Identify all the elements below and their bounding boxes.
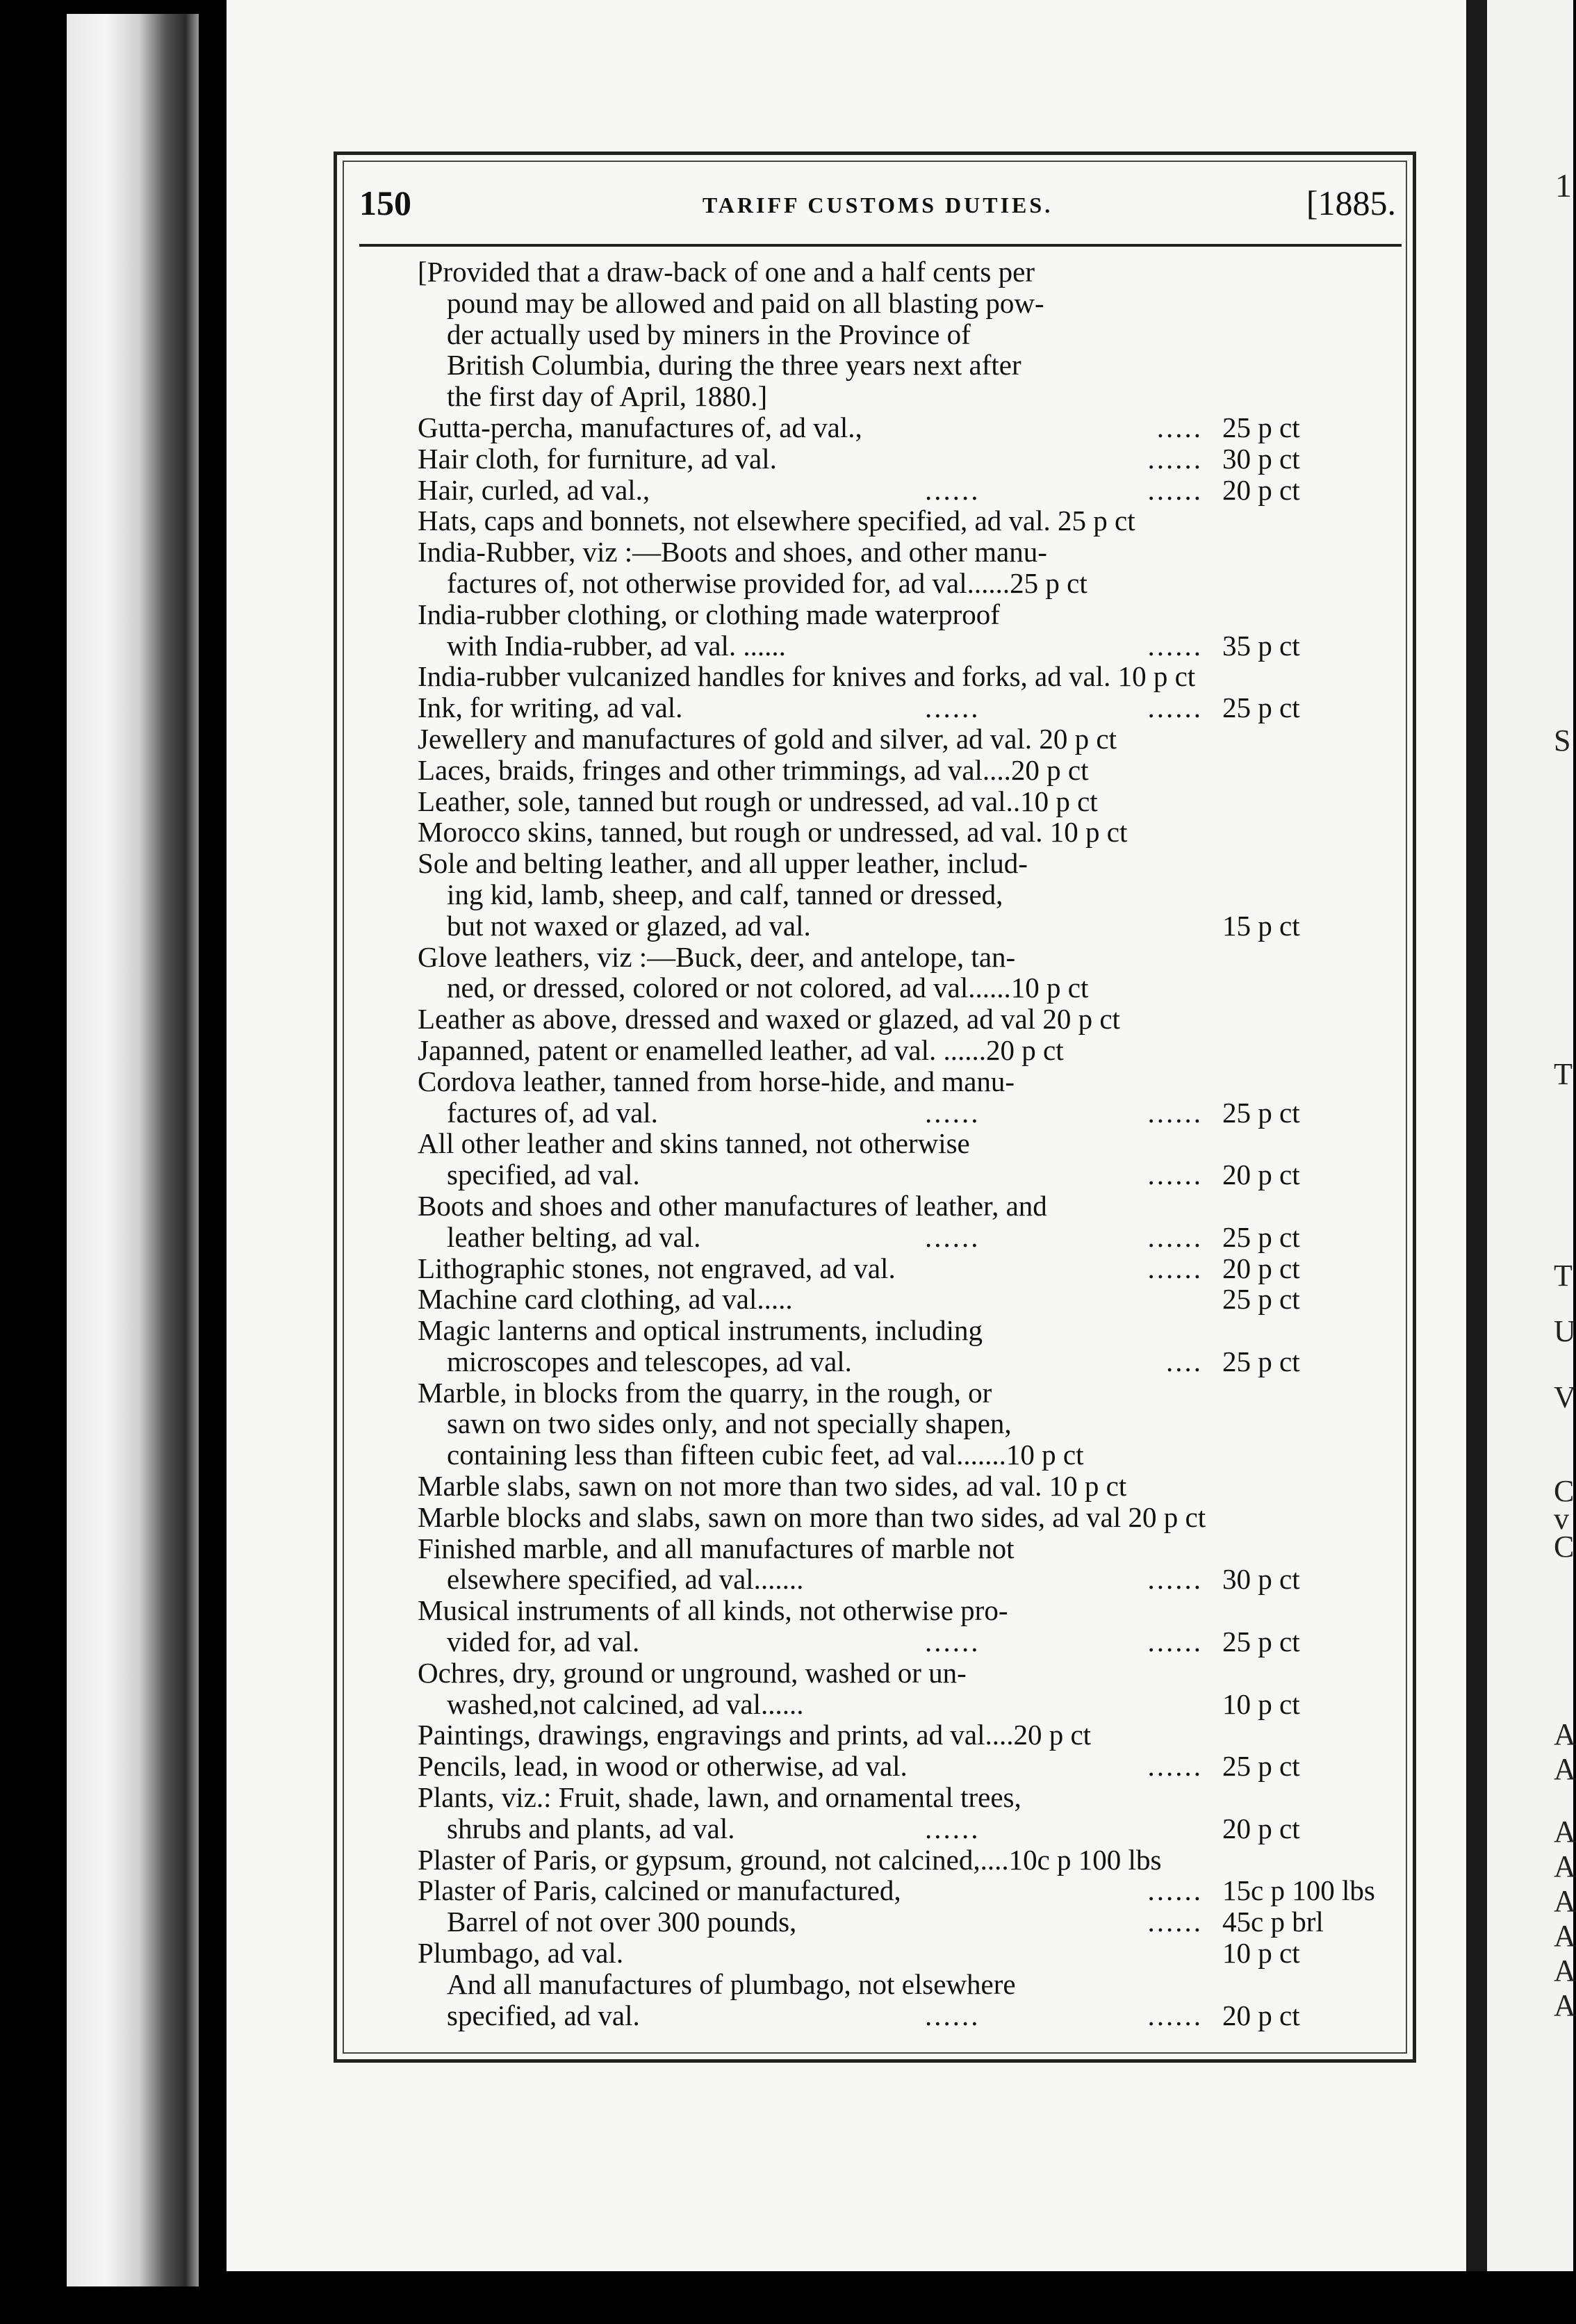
tariff-line-text: but not waxed or glazed, ad val. (447, 909, 811, 942)
leader-dots: ...... (1147, 473, 1203, 506)
tariff-line-text: elsewhere specified, ad val....... (447, 1563, 804, 1596)
tariff-line-text: Plaster of Paris, or gypsum, ground, not calcined,....10c p 100 lbs (418, 1843, 1162, 1876)
tariff-line-text: Magic lanterns and optical instruments, including (418, 1314, 983, 1347)
tariff-line-text: ing kid, lamb, sheep, and calf, tanned or dressed, (447, 878, 1003, 910)
tariff-line-text: factures of, ad val. (447, 1096, 658, 1129)
tariff-line-text: India-Rubber, viz :—Boots and shoes, and other manu- (418, 536, 1047, 568)
leader-dots: ...... (925, 1220, 980, 1253)
tariff-line-text: Plaster of Paris, calcined or manufactured, (418, 1874, 901, 1907)
adjacent-margin-letter: A (1554, 1815, 1576, 1849)
adjacent-margin-letter: S (1554, 723, 1571, 758)
page-number: 150 (359, 183, 411, 222)
adjacent-margin-letter: C (1554, 1474, 1575, 1508)
tariff-line (418, 1875, 1390, 1906)
tariff-line (418, 537, 1390, 568)
tariff-line (418, 505, 1390, 537)
duty-rate: 25 p ct (1222, 1750, 1300, 1783)
tariff-line-text: Ochres, dry, ground or unground, washed or un- (418, 1656, 967, 1689)
tariff-line-text: Leather, sole, tanned but rough or undressed, ad val..10 p ct (418, 785, 1098, 817)
leader-dots: ...... (1147, 1096, 1203, 1129)
tariff-line (418, 1377, 1390, 1409)
header-year: [1885. (1306, 183, 1396, 222)
tariff-line (418, 256, 1390, 288)
tariff-line (418, 1346, 1390, 1377)
adjacent-margin-letter: A (1554, 1919, 1576, 1953)
tariff-line (418, 1813, 1390, 1844)
adjacent-margin-letter: T (1554, 1057, 1573, 1091)
leader-dots: ...... (1147, 692, 1203, 724)
tariff-line (418, 1938, 1390, 1969)
tariff-line (418, 1004, 1390, 1035)
tariff-line-text: Marble blocks and slabs, sawn on more than two sides, ad val 20 p ct (418, 1500, 1206, 1533)
tariff-line-text: Boots and shoes and other manufactures of leather, and (418, 1189, 1047, 1222)
duty-rate: 25 p ct (1222, 1220, 1300, 1253)
tariff-line-text: Japanned, patent or enamelled leather, ad val. ......20 p ct (418, 1033, 1064, 1066)
tariff-line-text: Hats, caps and bonnets, not elsewhere specified, ad val. 25 p ct (418, 505, 1135, 537)
tariff-line-text: Leather as above, dressed and waxed or glazed, ad val 20 p ct (418, 1003, 1120, 1036)
tariff-line-text: India-rubber clothing, or clothing made waterproof (418, 598, 1000, 630)
page-header (359, 183, 1396, 238)
leader-dots: ...... (1147, 1874, 1203, 1907)
tariff-line-text: All other leather and skins tanned, not otherwise (418, 1127, 970, 1160)
tariff-line-text: Plants, viz.: Fruit, shade, lawn, and ornamental trees, (418, 1781, 1021, 1814)
tariff-line-text: And all manufactures of plumbago, not elsewhere (447, 1967, 1016, 2000)
duty-rate: 25 p ct (1222, 1283, 1300, 1316)
duty-rate: 25 p ct (1222, 692, 1300, 724)
duty-rate: 10 p ct (1222, 1687, 1300, 1720)
adjacent-margin-letter: V (1554, 1380, 1576, 1414)
leader-dots: ...... (925, 1096, 980, 1129)
leader-dots: ...... (1147, 1750, 1203, 1783)
leader-dots: ...... (925, 692, 980, 724)
tariff-line (418, 1035, 1390, 1066)
adjacent-margin-letter: U (1554, 1314, 1576, 1348)
tariff-line-text: [Provided that a draw-back of one and a half cents per (418, 256, 1035, 288)
tariff-line-text: shrubs and plants, ad val. (447, 1812, 735, 1844)
duty-rate: 20 p ct (1222, 1812, 1300, 1844)
tariff-line-text: pound may be allowed and paid on all blasting pow- (447, 286, 1044, 319)
tariff-line-text: der actually used by miners in the Province of (447, 318, 971, 350)
duty-rate: 30 p ct (1222, 1563, 1300, 1596)
tariff-line (418, 661, 1390, 692)
tariff-line (418, 1844, 1390, 1876)
tariff-line (418, 972, 1390, 1004)
tariff-line (418, 1159, 1390, 1190)
tariff-line (418, 381, 1390, 412)
tariff-line-text: Machine card clothing, ad val..... (418, 1283, 793, 1316)
tariff-line-text: Paintings, drawings, engravings and prints, ad val....20 p ct (418, 1719, 1092, 1751)
tariff-line (418, 1222, 1390, 1253)
tariff-line-text: India-rubber vulcanized handles for knives and forks, ad val. 10 p ct (418, 660, 1196, 693)
tariff-line (418, 1751, 1390, 1782)
tariff-line-text: containing less than fifteen cubic feet, ad val.......10 p ct (447, 1439, 1084, 1471)
tariff-line (418, 630, 1390, 662)
tariff-line (418, 1066, 1390, 1097)
tariff-line (418, 1439, 1390, 1471)
leader-dots: ...... (925, 1999, 980, 2031)
duty-rate: 20 p ct (1222, 1252, 1300, 1284)
leader-dots: ...... (1147, 629, 1203, 662)
tariff-entries (418, 256, 1390, 2031)
tariff-line (418, 1969, 1390, 2000)
tariff-line-text: Hair, curled, ad val., (418, 473, 650, 506)
leader-dots: ...... (1147, 1563, 1203, 1596)
tariff-line (418, 1719, 1390, 1751)
tariff-line (418, 1284, 1390, 1315)
tariff-line (418, 412, 1390, 443)
tariff-line (418, 1408, 1390, 1439)
header-rule (359, 244, 1402, 247)
tariff-line-text: vided for, ad val. (447, 1626, 640, 1658)
tariff-line-text: microscopes and telescopes, ad val. (447, 1345, 852, 1377)
adjacent-margin-letter: A (1554, 1988, 1576, 2022)
tariff-line (418, 1097, 1390, 1129)
duty-rate: 10 p ct (1222, 1937, 1300, 1970)
tariff-line-text: specified, ad val. (447, 1999, 640, 2031)
tariff-line-text: with India-rubber, ad val. ...... (447, 629, 786, 662)
tariff-line-text: Marble, in blocks from the quarry, in the rough, or (418, 1376, 992, 1409)
tariff-line-text: sawn on two sides only, and not specially shapen, (447, 1407, 1012, 1440)
tariff-line-text: the first day of April, 1880.] (447, 380, 768, 413)
leader-dots: ...... (925, 1626, 980, 1658)
duty-rate: 25 p ct (1222, 1345, 1300, 1377)
tariff-line (418, 1658, 1390, 1689)
adjacent-margin-letter: C (1554, 1530, 1575, 1564)
duty-rate: 30 p ct (1222, 442, 1300, 475)
book-spine-edge (67, 14, 199, 2286)
tariff-line (418, 1595, 1390, 1626)
tariff-line-text: Gutta-percha, manufactures of, ad val., (418, 411, 862, 443)
adjacent-page-number-fragment: 1 (1555, 167, 1572, 204)
tariff-line-text: Ink, for writing, ad val. (418, 692, 683, 724)
leader-dots: ...... (1147, 1159, 1203, 1191)
tariff-line-text: Lithographic stones, not engraved, ad val. (418, 1252, 896, 1284)
duty-rate: 20 p ct (1222, 1999, 1300, 2031)
duty-rate: 15c p 100 lbs (1222, 1874, 1375, 1907)
tariff-line-text: Jewellery and manufactures of gold and silver, ad val. 20 p ct (418, 722, 1117, 755)
tariff-line-text: Morocco skins, tanned, but rough or undressed, ad val. 10 p ct (418, 816, 1128, 849)
duty-rate: 25 p ct (1222, 1096, 1300, 1129)
tariff-line (418, 1190, 1390, 1222)
tariff-line-text: British Columbia, during the three years next after (447, 349, 1021, 382)
duty-rate: 45c p brl (1222, 1906, 1324, 1938)
tariff-line (418, 475, 1390, 506)
page-gutter (1466, 0, 1487, 2271)
leader-dots: .... (1166, 1345, 1203, 1377)
leader-dots: ..... (1156, 411, 1203, 443)
tariff-line (418, 1564, 1390, 1595)
tariff-line (418, 1471, 1390, 1502)
duty-rate: 35 p ct (1222, 629, 1300, 662)
leader-dots: ...... (925, 1812, 980, 1844)
leader-dots: ...... (925, 473, 980, 506)
tariff-line (418, 568, 1390, 599)
tariff-line-text: Hair cloth, for furniture, ad val. (418, 442, 777, 475)
adjacent-margin-letter: A (1554, 1954, 1576, 1988)
tariff-line (418, 1253, 1390, 1284)
tariff-line (418, 817, 1390, 848)
tariff-line-text: Musical instruments of all kinds, not otherwise pro- (418, 1594, 1008, 1627)
tariff-line (418, 319, 1390, 350)
leader-dots: ...... (1147, 1220, 1203, 1253)
tariff-line (418, 1502, 1390, 1533)
tariff-line-text: Laces, braids, fringes and other trimmings, ad val....20 p ct (418, 753, 1089, 786)
tariff-line-text: Plumbago, ad val. (418, 1937, 624, 1970)
tariff-line (418, 879, 1390, 910)
adjacent-margin-letter: A (1554, 1849, 1576, 1883)
leader-dots: ...... (1147, 1906, 1203, 1938)
adjacent-margin-letter: v (1554, 1502, 1569, 1536)
page-frame (334, 152, 1416, 2063)
duty-rate: 25 p ct (1222, 411, 1300, 443)
tariff-line (418, 755, 1390, 786)
duty-rate: 25 p ct (1222, 1626, 1300, 1658)
duty-rate: 15 p ct (1222, 909, 1300, 942)
tariff-line-text: Pencils, lead, in wood or otherwise, ad val. (418, 1750, 908, 1783)
tariff-line-text: Barrel of not over 300 pounds, (447, 1906, 797, 1938)
tariff-line-text: leather belting, ad val. (447, 1220, 701, 1253)
leader-dots: ...... (1147, 1999, 1203, 2031)
tariff-line-text: Glove leathers, viz :—Buck, deer, and antelope, tan- (418, 940, 1016, 973)
tariff-line-text: factures of, not otherwise provided for, ad val......25 p ct (447, 566, 1087, 599)
tariff-line (418, 910, 1390, 942)
tariff-line (418, 288, 1390, 319)
tariff-line (418, 1128, 1390, 1159)
tariff-line-text: Marble slabs, sawn on not more than two sides, ad val. 10 p ct (418, 1470, 1127, 1503)
tariff-line-text: Sole and belting leather, and all upper leather, includ- (418, 847, 1028, 880)
tariff-line-text: ned, or dressed, colored or not colored, ad val......10 p ct (447, 972, 1089, 1004)
tariff-line (418, 2000, 1390, 2031)
duty-rate: 20 p ct (1222, 473, 1300, 506)
leader-dots: ...... (1147, 442, 1203, 475)
tariff-line-text: specified, ad val. (447, 1159, 640, 1191)
adjacent-margin-letter: A (1554, 1752, 1576, 1786)
running-title: TARIFF CUSTOMS DUTIES. (702, 193, 1053, 218)
adjacent-margin-letter: A (1554, 1884, 1576, 1918)
adjacent-margin-letter: A (1554, 1717, 1576, 1751)
tariff-line (418, 1906, 1390, 1938)
tariff-line (418, 443, 1390, 475)
tariff-line (418, 1689, 1390, 1720)
duty-rate: 20 p ct (1222, 1159, 1300, 1191)
tariff-line-text: Cordova leather, tanned from horse-hide, and manu- (418, 1065, 1015, 1097)
tariff-line (418, 786, 1390, 817)
tariff-line (418, 723, 1390, 755)
tariff-line (418, 692, 1390, 723)
leader-dots: ...... (1147, 1626, 1203, 1658)
leader-dots: ...... (1147, 1252, 1203, 1284)
adjacent-margin-letter: T (1554, 1259, 1573, 1293)
tariff-line (418, 942, 1390, 973)
tariff-line (418, 1315, 1390, 1346)
tariff-line-text: washed,not calcined, ad val...... (447, 1687, 804, 1720)
tariff-line (418, 350, 1390, 381)
tariff-line (418, 848, 1390, 879)
tariff-line (418, 1626, 1390, 1658)
tariff-line (418, 1782, 1390, 1813)
tariff-line-text: Finished marble, and all manufactures of marble not (418, 1532, 1015, 1564)
tariff-line (418, 1533, 1390, 1564)
tariff-line (418, 599, 1390, 630)
